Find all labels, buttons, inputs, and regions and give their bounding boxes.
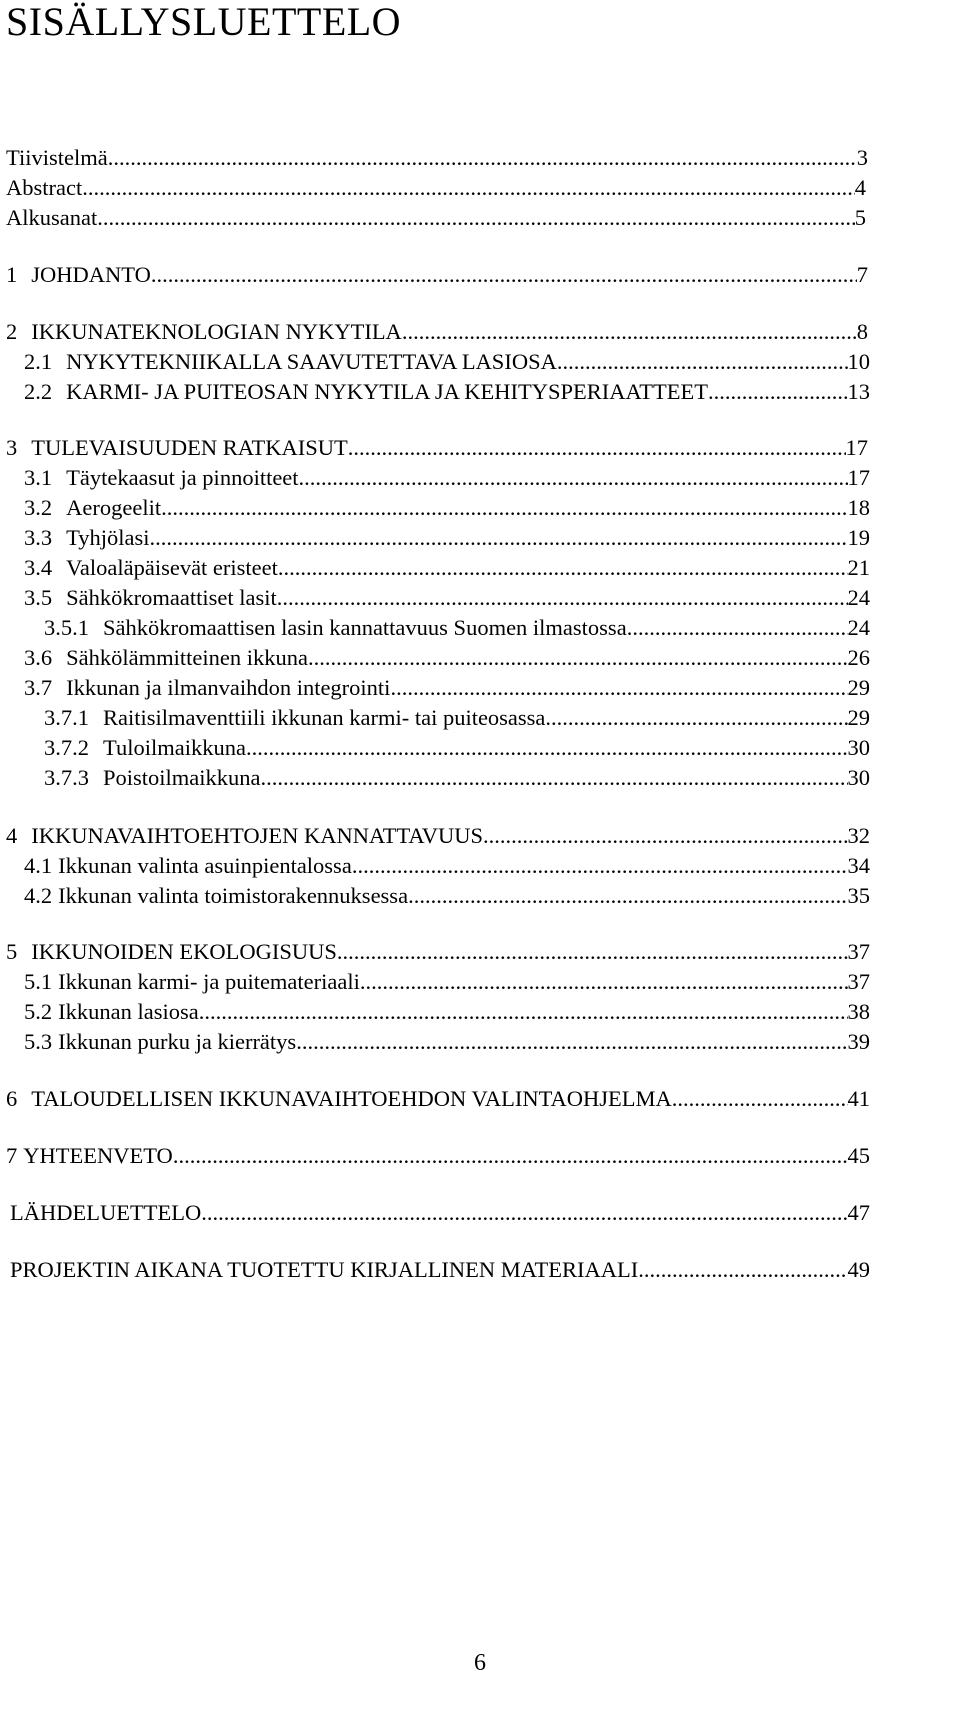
toc-entry-page: 13 xyxy=(847,379,870,404)
toc-dot-leader xyxy=(199,998,848,1026)
toc-entry xyxy=(6,934,870,966)
toc-dot-leader xyxy=(408,882,847,910)
toc-entry-title: Täytekaasut ja pinnoitteet xyxy=(66,465,299,490)
toc-entry xyxy=(24,344,870,376)
toc-entry xyxy=(24,490,870,522)
toc-entry-number: 4 xyxy=(6,823,18,848)
toc-entry-title: Alkusanat xyxy=(6,205,98,230)
toc-entry-number: 2 xyxy=(6,319,18,344)
toc-entry xyxy=(24,580,870,612)
toc-entry-title: Ikkunan ja ilmanvaihdon integrointi xyxy=(66,675,391,700)
toc-dot-leader xyxy=(277,584,848,612)
toc-entry-title: PROJEKTIN AIKANA TUOTETTU KIRJALLINEN MATERIAALI xyxy=(10,1257,639,1282)
toc-entry-page: 29 xyxy=(847,675,870,700)
toc-entry-page: 39 xyxy=(847,1029,870,1054)
toc-entry-title: JOHDANTO xyxy=(31,262,151,287)
toc-entry-number: 3.5.1 xyxy=(44,615,89,640)
toc-entry-page: 34 xyxy=(847,853,870,878)
toc-entry-title: Ikkunan valinta asuinpientalossa xyxy=(58,853,352,878)
toc-entry-title: Valoaläpäisevät eristeet xyxy=(66,555,278,580)
toc-entry xyxy=(24,374,870,406)
toc-entry-title: KARMI- JA PUITEOSAN NYKYTILA JA KEHITYSPERIAATTEET xyxy=(66,379,708,404)
toc-dot-leader xyxy=(638,1256,847,1284)
toc-dot-leader xyxy=(352,852,848,880)
toc-entry xyxy=(24,670,870,702)
toc-entry-title: Ikkunan lasiosa xyxy=(58,999,199,1024)
toc-entry-number: 6 xyxy=(6,1086,18,1111)
toc-dot-leader xyxy=(557,348,848,376)
toc-entry-page: 17 xyxy=(847,465,870,490)
toc-dot-leader xyxy=(97,204,855,232)
toc-dot-leader xyxy=(348,434,846,462)
toc-entry-title: IKKUNATEKNOLOGIAN NYKYTILA xyxy=(31,319,402,344)
toc-entry-title: Ikkunan karmi- ja puitemateriaali xyxy=(58,969,360,994)
toc-entry-page: 10 xyxy=(847,349,870,374)
toc-entry-title: Sähkökromaattiset lasit xyxy=(66,585,277,610)
toc-entry xyxy=(6,170,866,202)
toc-dot-leader xyxy=(296,1028,847,1056)
toc-entry-title: Raitisilmaventtiili ikkunan karmi- tai puiteosassa xyxy=(103,705,546,730)
document-title: SISÄLLYSLUETTELO xyxy=(6,0,402,44)
toc-entry-number: 5 xyxy=(6,939,18,964)
toc-entry-page: 24 xyxy=(847,585,870,610)
toc-dot-leader xyxy=(108,144,857,172)
toc-entry-title: Sähkölämmitteinen ikkuna xyxy=(66,645,308,670)
toc-dot-leader xyxy=(360,968,848,996)
toc-entry-number: 3.7.2 xyxy=(44,735,89,760)
toc-entry xyxy=(10,1252,870,1284)
toc-entry-title: YHTEENVETO xyxy=(23,1143,173,1168)
toc-entry xyxy=(44,700,870,732)
toc-entry-page: 19 xyxy=(847,525,870,550)
toc-entry-page: 47 xyxy=(847,1200,870,1225)
toc-dot-leader xyxy=(308,644,848,672)
toc-entry-number: 3.7.3 xyxy=(44,765,89,790)
toc-dot-leader xyxy=(261,764,848,792)
toc-dot-leader xyxy=(627,614,848,642)
toc-entry-page: 38 xyxy=(847,999,870,1024)
toc-entry-page: 41 xyxy=(847,1086,870,1111)
toc-dot-leader xyxy=(545,704,847,732)
toc-entry-number: 3.7.1 xyxy=(44,705,89,730)
toc-entry-title: Ikkunan purku ja kierrätys xyxy=(58,1029,297,1054)
toc-dot-leader xyxy=(173,1142,848,1170)
toc-entry-number: 3 xyxy=(6,435,18,460)
toc-entry xyxy=(44,610,870,642)
toc-entry-page: 30 xyxy=(847,735,870,760)
toc-entry-number: 3.4 xyxy=(24,555,53,580)
toc-entry-page: 37 xyxy=(847,969,870,994)
toc-entry xyxy=(6,257,868,289)
toc-entry xyxy=(24,964,870,996)
toc-entry-page: 7 xyxy=(856,262,868,287)
toc-entry xyxy=(24,1024,870,1056)
toc-entry-title: Sähkökromaattisen lasin kannattavuus Suomen ilmastossa xyxy=(103,615,627,640)
toc-entry xyxy=(6,1138,870,1170)
toc-entry-page: 5 xyxy=(854,205,866,230)
toc-dot-leader xyxy=(708,378,848,406)
toc-entry-title: Poistoilmaikkuna xyxy=(103,765,261,790)
toc-dot-leader xyxy=(299,464,848,492)
toc-entry-number: 7 xyxy=(6,1143,18,1168)
toc-entry-number: 3.7 xyxy=(24,675,53,700)
toc-entry-page: 49 xyxy=(847,1257,870,1282)
toc-entry-number: 3.3 xyxy=(24,525,53,550)
toc-dot-leader xyxy=(201,1199,847,1227)
toc-entry xyxy=(24,878,870,910)
toc-dot-leader xyxy=(150,524,848,552)
toc-entry-number: 4.2 xyxy=(24,883,53,908)
toc-entry-title: LÄHDELUETTELO xyxy=(10,1200,202,1225)
toc-entry xyxy=(6,200,866,232)
toc-entry-page: 18 xyxy=(847,495,870,520)
toc-entry-title: TALOUDELLISEN IKKUNAVAIHTOEHDON VALINTAOHJELMA xyxy=(31,1086,672,1111)
toc-entry xyxy=(6,1081,870,1113)
toc-dot-leader xyxy=(151,261,857,289)
toc-entry-title: TULEVAISUUDEN RATKAISUT xyxy=(31,435,348,460)
toc-entry-page: 29 xyxy=(847,705,870,730)
toc-entry-number: 3.5 xyxy=(24,585,53,610)
toc-entry-page: 26 xyxy=(847,645,870,670)
toc-entry xyxy=(6,818,870,850)
toc-dot-leader xyxy=(337,938,848,966)
toc-entry-number: 2.2 xyxy=(24,379,53,404)
toc-entry-page: 4 xyxy=(854,175,866,200)
toc-entry-page: 45 xyxy=(847,1143,870,1168)
toc-entry xyxy=(10,1195,870,1227)
toc-entry-page: 24 xyxy=(847,615,870,640)
toc-entry-title: Tiivistelmä xyxy=(6,145,108,170)
toc-entry-number: 5.1 xyxy=(24,969,53,994)
toc-entry xyxy=(24,994,870,1026)
toc-dot-leader xyxy=(390,674,847,702)
toc-entry xyxy=(24,460,870,492)
toc-entry-number: 3.1 xyxy=(24,465,53,490)
toc-dot-leader xyxy=(82,174,855,202)
toc-entry xyxy=(6,314,868,346)
toc-dot-leader xyxy=(246,734,848,762)
toc-entry-title: Ikkunan valinta toimistorakennuksessa xyxy=(58,883,409,908)
toc-entry xyxy=(44,730,870,762)
toc-entry-title: IKKUNAVAIHTOEHTOJEN KANNATTAVUUS xyxy=(31,823,484,848)
toc-entry-number: 2.1 xyxy=(24,349,53,374)
toc-entry-number: 1 xyxy=(6,262,18,287)
toc-entry-number: 3.2 xyxy=(24,495,53,520)
toc-entry-page: 37 xyxy=(847,939,870,964)
toc-entry xyxy=(24,848,870,880)
toc-dot-leader xyxy=(483,822,847,850)
toc-entry-page: 17 xyxy=(845,435,868,460)
page-number: 6 xyxy=(474,1650,486,1676)
toc-entry-page: 3 xyxy=(856,145,868,170)
toc-entry-title: Abstract xyxy=(6,175,83,200)
toc-entry xyxy=(24,520,870,552)
toc-entry-number: 4.1 xyxy=(24,853,53,878)
toc-entry-title: Tyhjölasi xyxy=(66,525,150,550)
toc-entry-number: 5.3 xyxy=(24,1029,53,1054)
toc-entry-number: 3.6 xyxy=(24,645,53,670)
toc-dot-leader xyxy=(672,1085,848,1113)
toc-entry-page: 8 xyxy=(856,319,868,344)
toc-entry-number: 5.2 xyxy=(24,999,53,1024)
toc-entry-title: Aerogeelit xyxy=(66,495,162,520)
toc-entry-page: 35 xyxy=(847,883,870,908)
toc-entry xyxy=(24,550,870,582)
toc-entry-page: 30 xyxy=(847,765,870,790)
toc-entry-title: IKKUNOIDEN EKOLOGISUUS xyxy=(31,939,337,964)
toc-entry xyxy=(6,430,868,462)
toc-entry xyxy=(44,760,870,792)
toc-entry-page: 21 xyxy=(847,555,870,580)
toc-entry-title: NYKYTEKNIIKALLA SAAVUTETTAVA LASIOSA xyxy=(66,349,557,374)
toc-entry-title: Tuloilmaikkuna xyxy=(103,735,246,760)
toc-entry xyxy=(6,140,868,172)
toc-dot-leader xyxy=(161,494,847,522)
toc-entry-page: 32 xyxy=(847,823,870,848)
toc-dot-leader xyxy=(278,554,848,582)
toc-entry xyxy=(24,640,870,672)
toc-dot-leader xyxy=(402,318,857,346)
